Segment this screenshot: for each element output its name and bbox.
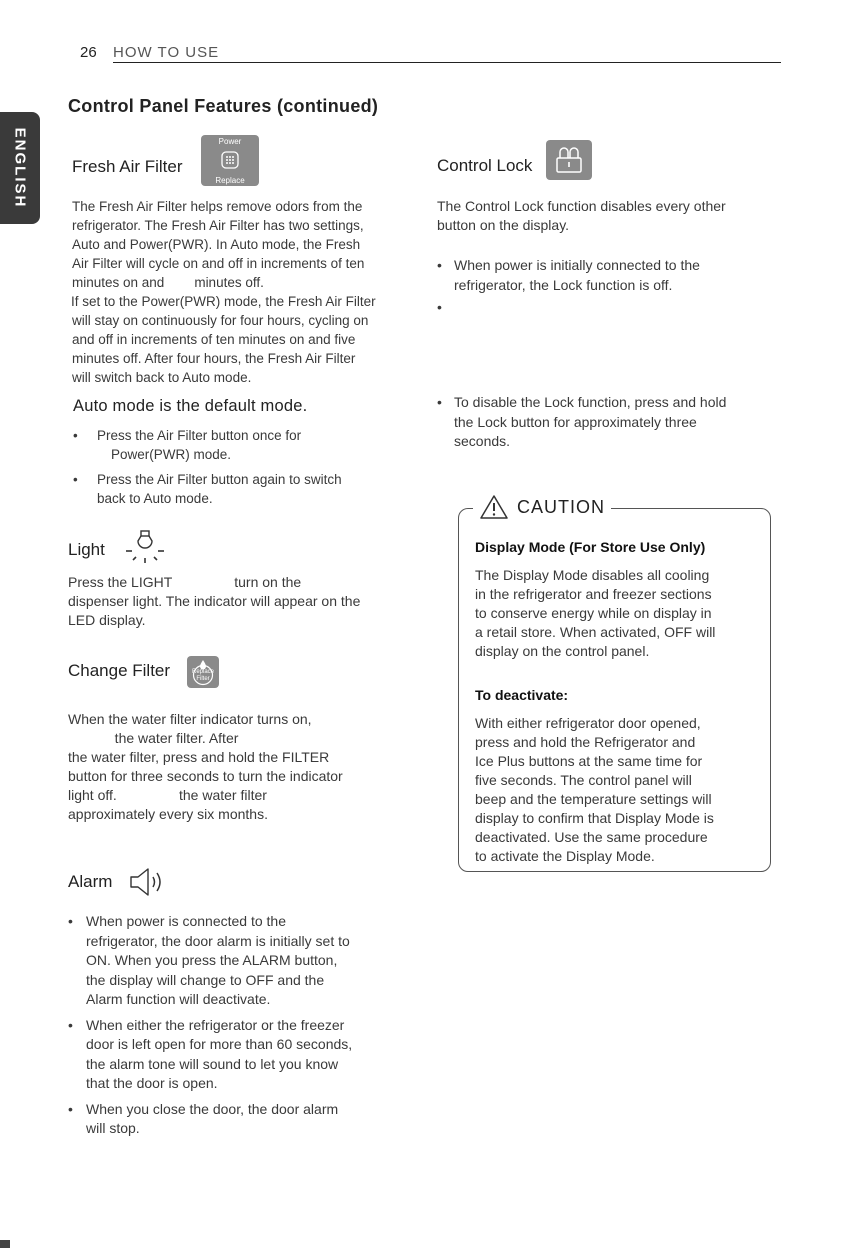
text-line: back to Auto mode. (97, 491, 213, 506)
lock-icon (546, 140, 592, 180)
text-line: minutes on and minutes off. (72, 275, 264, 290)
deactivate-text (475, 714, 714, 866)
text-line: beep and the temperature settings will (475, 791, 712, 807)
control-lock-bullets (437, 256, 777, 452)
page-number: 26 (80, 44, 97, 61)
text-line: the alarm tone will sound to let you know (86, 1055, 339, 1072)
bullet-dot: • (68, 1016, 73, 1033)
speaker-icon (128, 866, 168, 898)
text-line: The Display Mode disables all cooling (475, 567, 710, 583)
text-line: a retail store. When activated, OFF will (475, 624, 716, 640)
text-line: If set to the Power(PWR) mode, the Fresh Air Filter (71, 294, 376, 309)
icon-label-line: Filter (196, 676, 210, 682)
bullet-dot: • (68, 913, 73, 929)
light-heading: Light (68, 540, 105, 559)
text-line: The Control Lock function disables every other (437, 198, 726, 214)
text-line: display on the control panel. (475, 643, 650, 659)
text-line: Press the Air Filter button again to switch (97, 472, 342, 487)
list-item (73, 426, 433, 464)
text-line: With either refrigerator door opened, (475, 715, 701, 731)
text-line: Alarm function will deactivate. (86, 991, 271, 1007)
alarm-bullets (68, 912, 428, 1139)
text-line: When power is connected to the (86, 913, 287, 929)
bullet-dot: • (73, 428, 78, 443)
text-line: dispenser light. The indicator will appear on the (68, 593, 361, 609)
padlock-icon (554, 144, 584, 176)
text-line: to conserve energy while on display in (475, 605, 712, 621)
text-line: the water filter, press and hold the FILTER (68, 749, 330, 765)
alarm-heading: Alarm (68, 872, 113, 891)
text-line: seconds. (454, 433, 511, 449)
warning-triangle-icon (479, 494, 509, 520)
text-line: When the water filter indicator turns on, (68, 711, 312, 727)
bullet-dot: • (437, 299, 442, 315)
air-filter-icon-bottom-label: Replace (215, 176, 245, 185)
section-title: HOW TO USE (113, 44, 220, 61)
list-item (68, 1100, 428, 1139)
text-line: refrigerator, the door alarm is initially set to (86, 932, 350, 949)
text-line: minutes off. After four hours, the Fresh Air Filter (72, 351, 356, 366)
text-line: five seconds. The control panel will (475, 772, 692, 788)
text-line: Press the LIGHT turn on the (68, 574, 302, 590)
text-line: LED display. (68, 612, 146, 628)
deactivate-title: To deactivate: (475, 687, 569, 703)
air-filter-icon (201, 135, 259, 186)
text-line: ON. When you press the ALARM button, (86, 952, 338, 968)
text-line: will stop. (86, 1120, 140, 1136)
text-line: press and hold the Refrigerator and (475, 734, 696, 750)
text-line: the Lock button for approximately three (454, 413, 697, 430)
light-bulb-icon (124, 529, 166, 565)
change-filter-heading: Change Filter (68, 661, 171, 680)
text-line: To disable the Lock function, press and hold (454, 394, 727, 410)
text-line: to activate the Display Mode. (475, 848, 655, 864)
list-item (437, 393, 777, 452)
text-line: in the refrigerator and freezer sections (475, 586, 712, 602)
bullet-dot: • (73, 472, 78, 487)
air-filter-icon-top-label: Power (218, 137, 242, 146)
text-line: refrigerator, the Lock function is off. (454, 276, 673, 293)
text-line: the display will change to OFF and the (86, 971, 325, 988)
list-item (73, 470, 433, 508)
fresh-air-filter-description (72, 197, 376, 387)
text-line: Power(PWR) mode. (111, 447, 232, 462)
caution-label: CAUTION (517, 496, 605, 517)
text-line: When power is initially connected to the (454, 257, 700, 273)
icon-label-line: Replace (191, 669, 214, 675)
header-rule (113, 62, 781, 63)
list-item (437, 298, 777, 393)
fresh-air-filter-heading: Fresh Air Filter (72, 157, 183, 176)
text-line: that the door is open. (86, 1075, 218, 1091)
text-line: approximately every six months. (68, 806, 268, 822)
replace-filter-icon (187, 656, 219, 688)
caution-header (473, 494, 611, 520)
text-line: Ice Plus buttons at the same time for (475, 753, 703, 769)
language-tab-label: ENGLISH (11, 127, 29, 209)
air-filter-bullets (73, 426, 433, 508)
text-line: When you close the door, the door alarm (86, 1100, 339, 1117)
text-line: and off in increments of ten minutes on and five (72, 332, 356, 347)
light-description (68, 573, 360, 630)
fan-grid-icon (218, 148, 242, 172)
text-line: deactivated. Use the same procedure (475, 829, 708, 845)
text-line: the water filter. After (68, 730, 239, 746)
text-line: Air Filter will cycle on and off in increments of ten (72, 256, 365, 271)
replace-filter-icon-label (187, 669, 219, 683)
text-line: Press the Air Filter button once for (97, 428, 302, 443)
crop-mark (0, 1240, 10, 1248)
control-lock-description (437, 197, 726, 235)
language-tab (0, 112, 40, 224)
control-lock-heading: Control Lock (437, 156, 533, 175)
text-line: button on the display. (437, 217, 570, 233)
list-item (68, 912, 428, 1010)
list-item (68, 1016, 428, 1094)
auto-mode-heading: Auto mode is the default mode. (73, 397, 308, 415)
display-mode-title: Display Mode (For Store Use Only) (475, 539, 706, 555)
list-item (437, 256, 777, 295)
display-mode-text (475, 566, 715, 661)
text-line: The Fresh Air Filter helps remove odors from the (72, 199, 363, 214)
text-line: will switch back to Auto mode. (72, 370, 252, 385)
page-title: Control Panel Features (continued) (68, 96, 379, 116)
text-line: refrigerator. The Fresh Air Filter has two settings, (72, 218, 364, 233)
bullet-dot: • (437, 257, 442, 273)
text-line: display to confirm that Display Mode is (475, 810, 714, 826)
text-line: When either the refrigerator or the freezer (86, 1016, 345, 1033)
text-line: door is left open for more than 60 seconds, (86, 1036, 353, 1052)
text-line: will stay on continuously for four hours, cycling on (72, 313, 369, 328)
text-line: light off. the water filter (68, 787, 267, 803)
change-filter-description (68, 710, 343, 824)
bullet-dot: • (68, 1100, 73, 1117)
text-line: Auto and Power(PWR). In Auto mode, the Fresh (72, 237, 361, 252)
text-line: button for three seconds to turn the indicator (68, 768, 343, 784)
bullet-dot: • (437, 394, 442, 410)
